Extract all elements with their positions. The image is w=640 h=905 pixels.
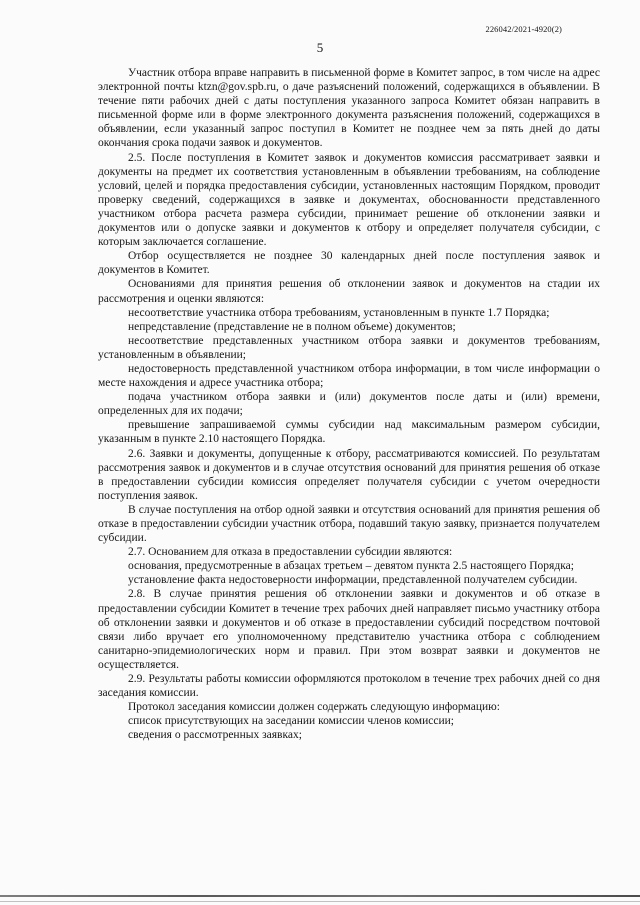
paragraph: 2.5. После поступления в Комитет заявок и документов комиссия рассматривает заявки и документы на предмет их соответствия установленным в объявлении требованиям, на соблюдение условий, целей и порядка предоставления субсидии, установленных настоящим Порядком, проводит проверку сведений, содержащихся в заявке и документах, обоснованности представленного участником отбора расчета размера субсидии, принимает решение об отклонении заявки и документов или о допуске заявки и документов к отбору и определяет получателя субсидии, с которым заключается соглашение. bbox=[98, 151, 600, 249]
paragraph: В случае поступления на отбор одной заявки и отсутствия оснований для принятия решения об отказе в предоставлении субсидии участник отбора, подавший такую заявку, признается получателем субсидии. bbox=[98, 503, 600, 545]
paragraph: Протокол заседания комиссии должен содержать следующую информацию: bbox=[128, 701, 500, 714]
scan-edge-line bbox=[0, 901, 640, 902]
paragraph: 2.6. Заявки и документы, допущенные к отбору, рассматриваются комиссией. По результатам рассмотрения заявок и документов и в случае отсутствия оснований для принятия решения об отказе в предоставлении субсидии комиссия определяет получателя субсидии с учетом очередности поступления заявок. bbox=[98, 447, 600, 502]
paragraph: сведения о рассмотренных заявках; bbox=[128, 729, 302, 742]
paragraph: 2.7. Основанием для отказа в предоставлении субсидии являются: bbox=[128, 546, 453, 559]
scan-edge-line bbox=[0, 895, 640, 897]
document-body bbox=[98, 66, 600, 743]
paragraph: Отбор осуществляется не позднее 30 календарных дней после поступления заявок и документов в Комитет. bbox=[98, 250, 600, 277]
paragraph: непредставление (представление не в полном объеме) документов; bbox=[128, 320, 456, 333]
paragraph: 2.8. В случае принятия решения об отклонении заявки и документов и об отказе в предоставлении субсидии Комитет в течение трех рабочих дней направляет письмо участнику отбора об отклонении заявки и документов и об отказе в предоставлении субсидий посредством почтовой связи либо вручает его уполномоченному представителю участника отбора с соблюдением санитарно-эпидемиологических норм и правил. При этом возврат заявки и документов не осуществляется. bbox=[98, 588, 600, 671]
paragraph: Участник отбора вправе направить в письменной форме в Комитет запрос, в том числе на адрес электронной почты ktzn@gov.spb.ru, о даче разъяснений положений, содержащихся в объявлении. В течение пяти рабочих дней с даты поступления указанного запроса Комитет обязан направить в письменной форме или в форме электронного документа разъяснения положений, содержащихся в объявлении, если указанный запрос поступил в Комитет не позднее чем за пять дней до даты окончания срока подачи заявок и документов. bbox=[98, 67, 600, 150]
paragraph: подача участником отбора заявки и (или) документов после даты и (или) времени, определенных для их подачи; bbox=[98, 391, 600, 418]
paragraph: превышение запрашиваемой суммы субсидии над максимальным размером субсидии, указанным в пункте 2.10 настоящего Порядка. bbox=[98, 419, 600, 446]
paragraph: недостоверность представленной участником отбора информации, в том числе информации о месте нахождения и адресе участника отбора; bbox=[98, 362, 600, 390]
paragraph: установление факта недостоверности информации, представленной получателем субсидии. bbox=[128, 574, 578, 587]
paragraph: несоответствие представленных участником отбора заявки и документов требованиям, установленным в объявлении; bbox=[98, 334, 600, 361]
paragraph: 2.9. Результаты работы комиссии оформляются протоколом в течение трех рабочих дней со дня заседания комиссии. bbox=[98, 673, 600, 700]
page-number: 5 bbox=[316, 40, 324, 55]
paragraph: список присутствующих на заседании комиссии членов комиссии; bbox=[128, 715, 454, 728]
paragraph: несоответствие участника отбора требованиям, установленным в пункте 1.7 Порядка; bbox=[128, 306, 550, 319]
paragraph: основания, предусмотренные в абзацах третьем – девятом пункта 2.5 настоящего Порядка; bbox=[128, 560, 574, 573]
paragraph: Основаниями для принятия решения об отклонении заявок и документов на стадии их рассмотрения и оценки являются: bbox=[98, 278, 600, 305]
document-code: 226042/2021-4920(2) bbox=[485, 24, 562, 34]
